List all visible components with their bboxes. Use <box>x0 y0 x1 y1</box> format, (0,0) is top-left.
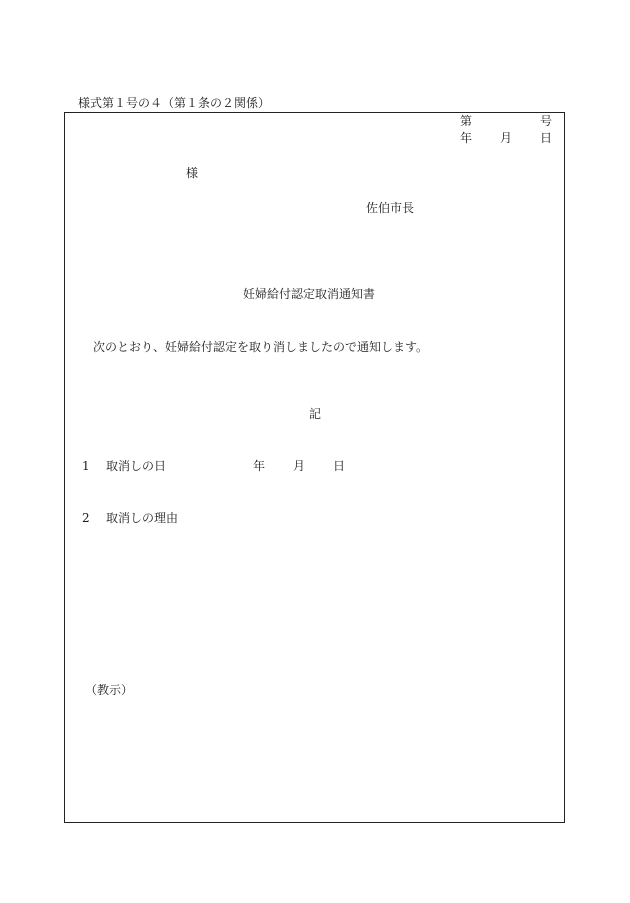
item-1-number: 1 <box>82 459 90 473</box>
date-day: 日 <box>540 131 553 145</box>
item-2-number: 2 <box>82 511 90 525</box>
doc-number-prefix: 第 <box>460 114 473 128</box>
doc-number-suffix: 号 <box>540 114 553 128</box>
item-1-year: 年 <box>253 459 266 473</box>
body-text: 次のとおり、妊婦給付認定を取り消しましたので通知します。 <box>93 340 429 354</box>
date-month: 月 <box>500 131 513 145</box>
item-1-month: 月 <box>293 459 306 473</box>
ki-mark: 記 <box>309 407 322 421</box>
date-year: 年 <box>460 131 473 145</box>
item-1-label: 取消しの日 <box>106 459 167 473</box>
form-number-label: 様式第１号の４（第１条の２関係） <box>78 96 271 110</box>
addressee-honorific: 様 <box>186 166 199 180</box>
sender-title: 佐伯市長 <box>366 201 415 215</box>
notice-label: （教示） <box>85 683 134 697</box>
item-1-day: 日 <box>333 459 346 473</box>
item-2-label: 取消しの理由 <box>106 511 179 525</box>
document-title: 妊婦給付認定取消通知書 <box>243 287 376 301</box>
